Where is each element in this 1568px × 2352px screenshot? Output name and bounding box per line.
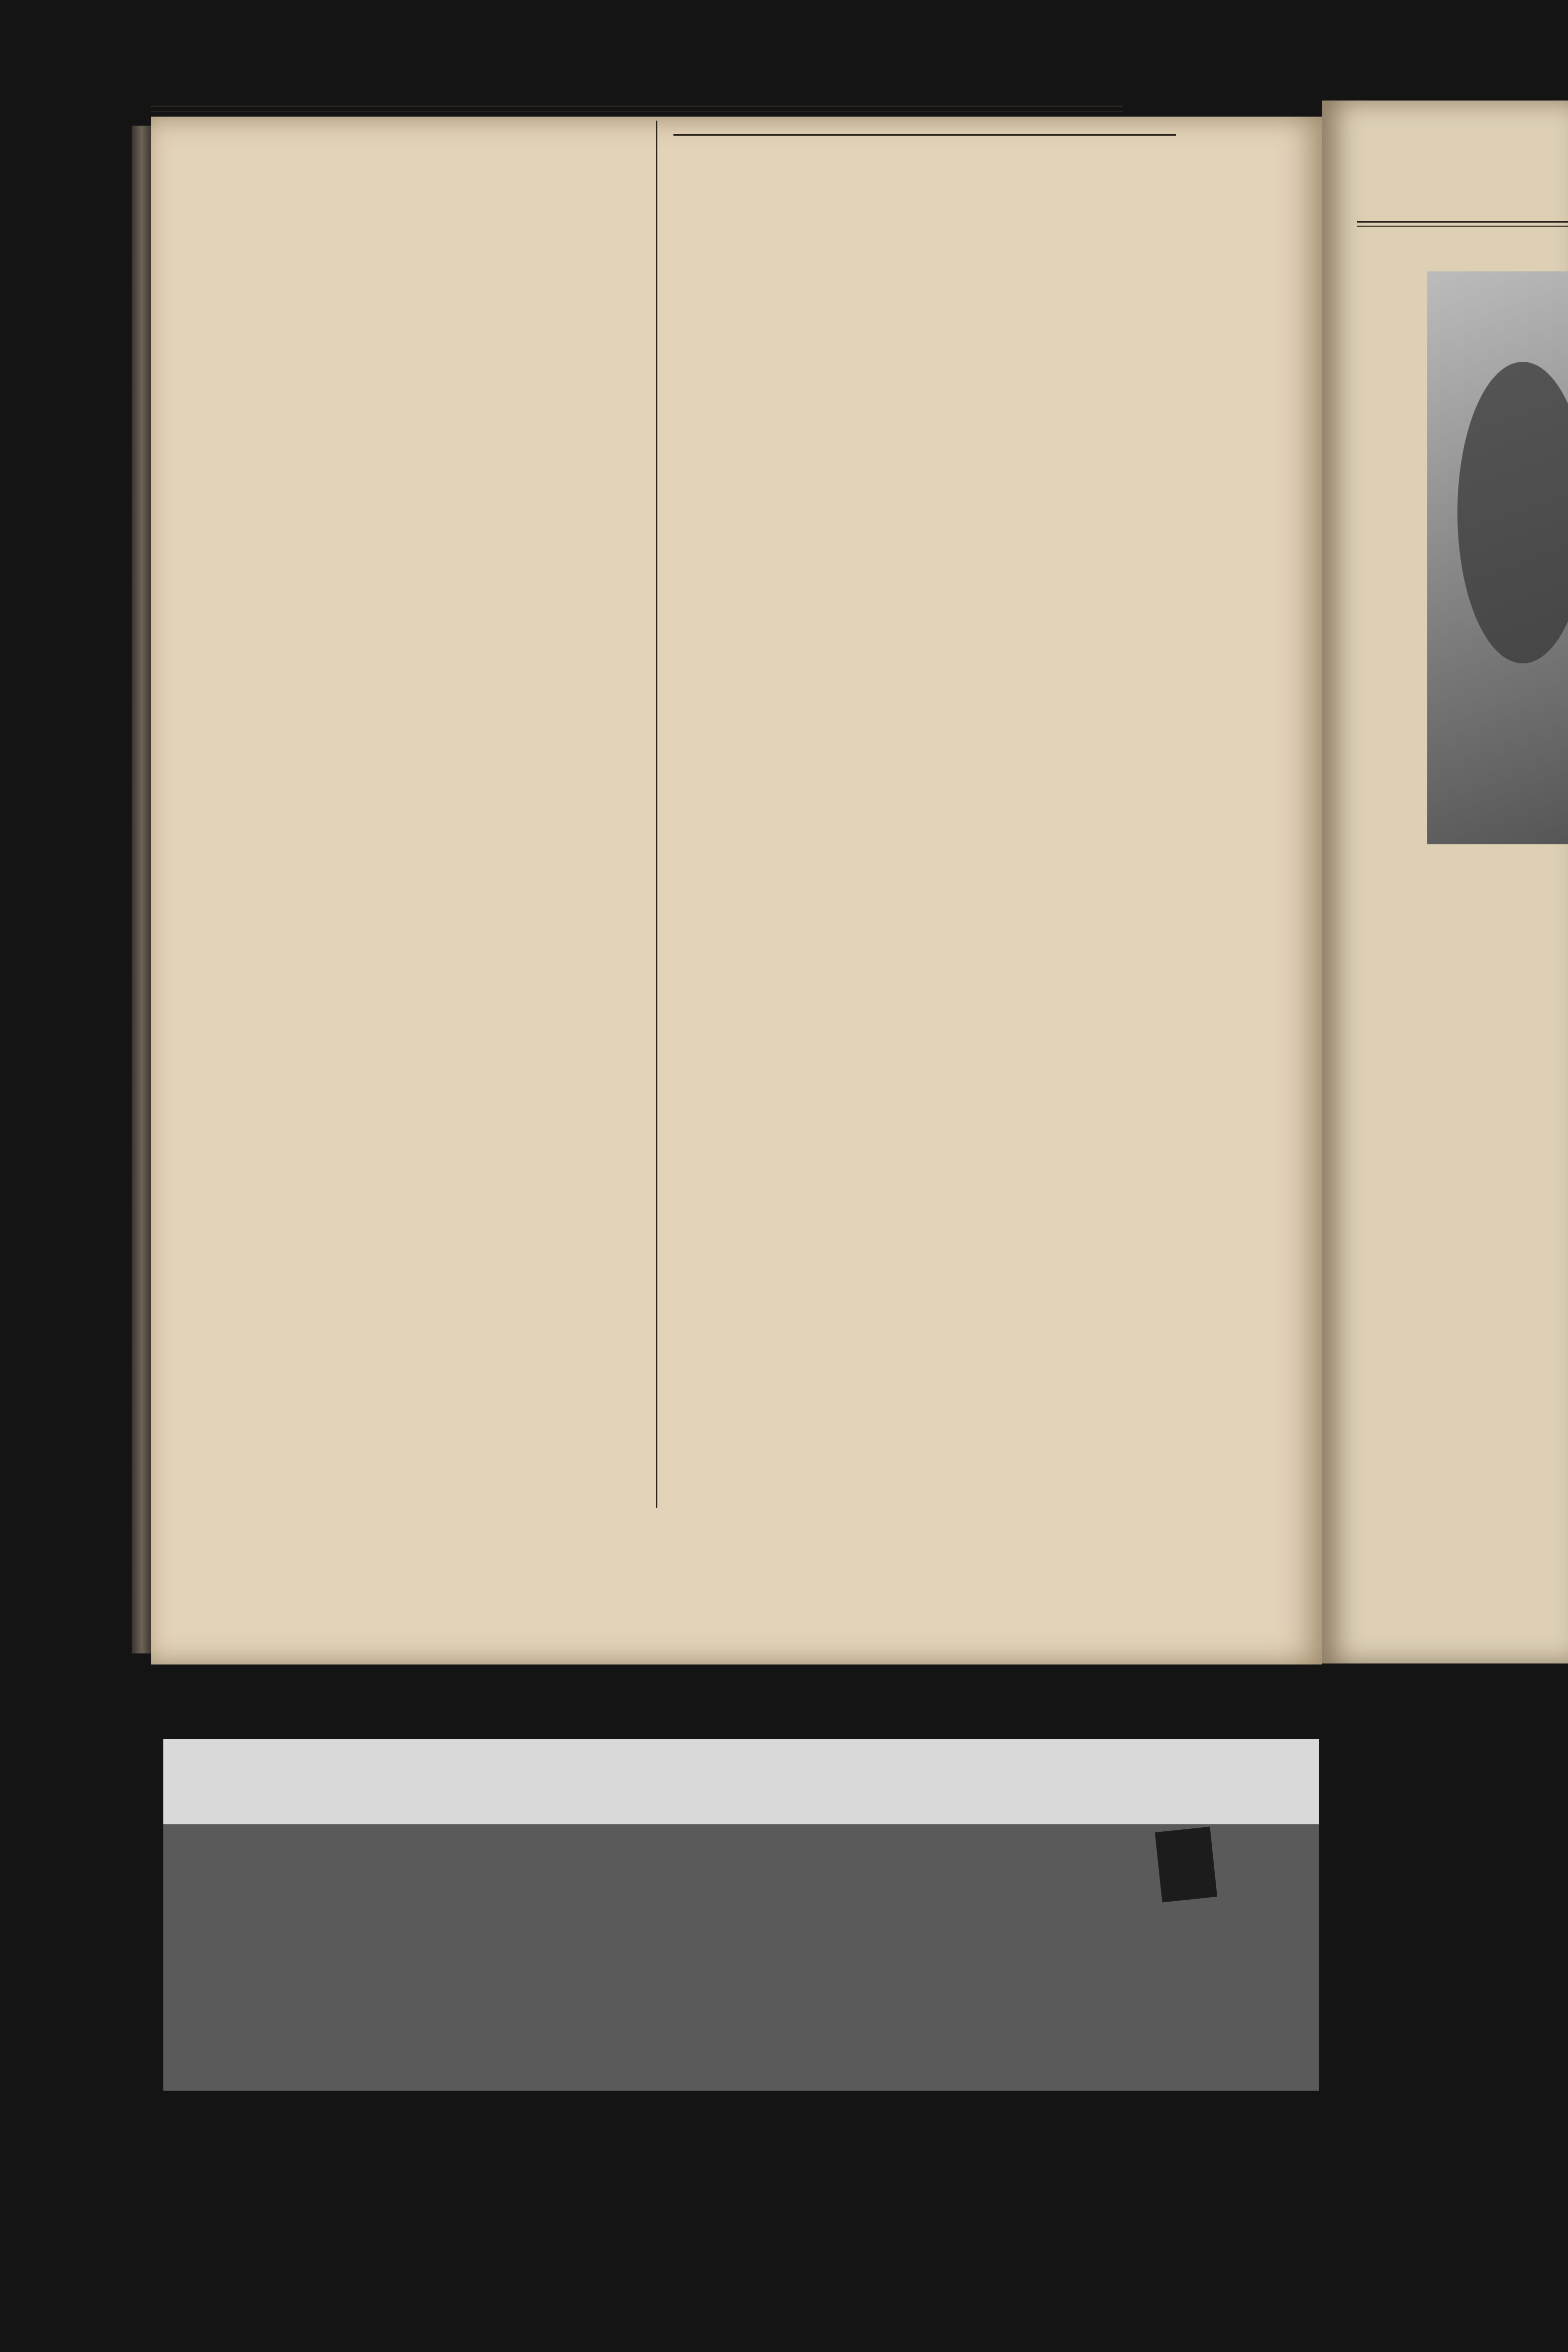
- swatch-row-light: [163, 1940, 1319, 2035]
- page-header: [151, 60, 1123, 106]
- portrait-photo: [1427, 271, 1568, 844]
- cm-ticks: [163, 1768, 1319, 1788]
- left-column: [151, 128, 648, 1510]
- facing-page: [1322, 101, 1568, 1663]
- swatch-labels: [163, 1905, 1319, 1935]
- section-rule: [673, 134, 1176, 136]
- column-divider: [656, 121, 657, 1508]
- swatch-row-dark: [163, 2038, 1319, 2091]
- ruler: [163, 1739, 1319, 1824]
- brand-logo: [1155, 1827, 1217, 1903]
- colour-chart: [163, 1739, 1319, 2091]
- header-rule: [151, 106, 1123, 112]
- facing-page-rule: [1357, 221, 1568, 227]
- book-binding: [132, 126, 152, 1653]
- right-column: [673, 128, 1176, 1510]
- portrait-figure: [1457, 362, 1568, 663]
